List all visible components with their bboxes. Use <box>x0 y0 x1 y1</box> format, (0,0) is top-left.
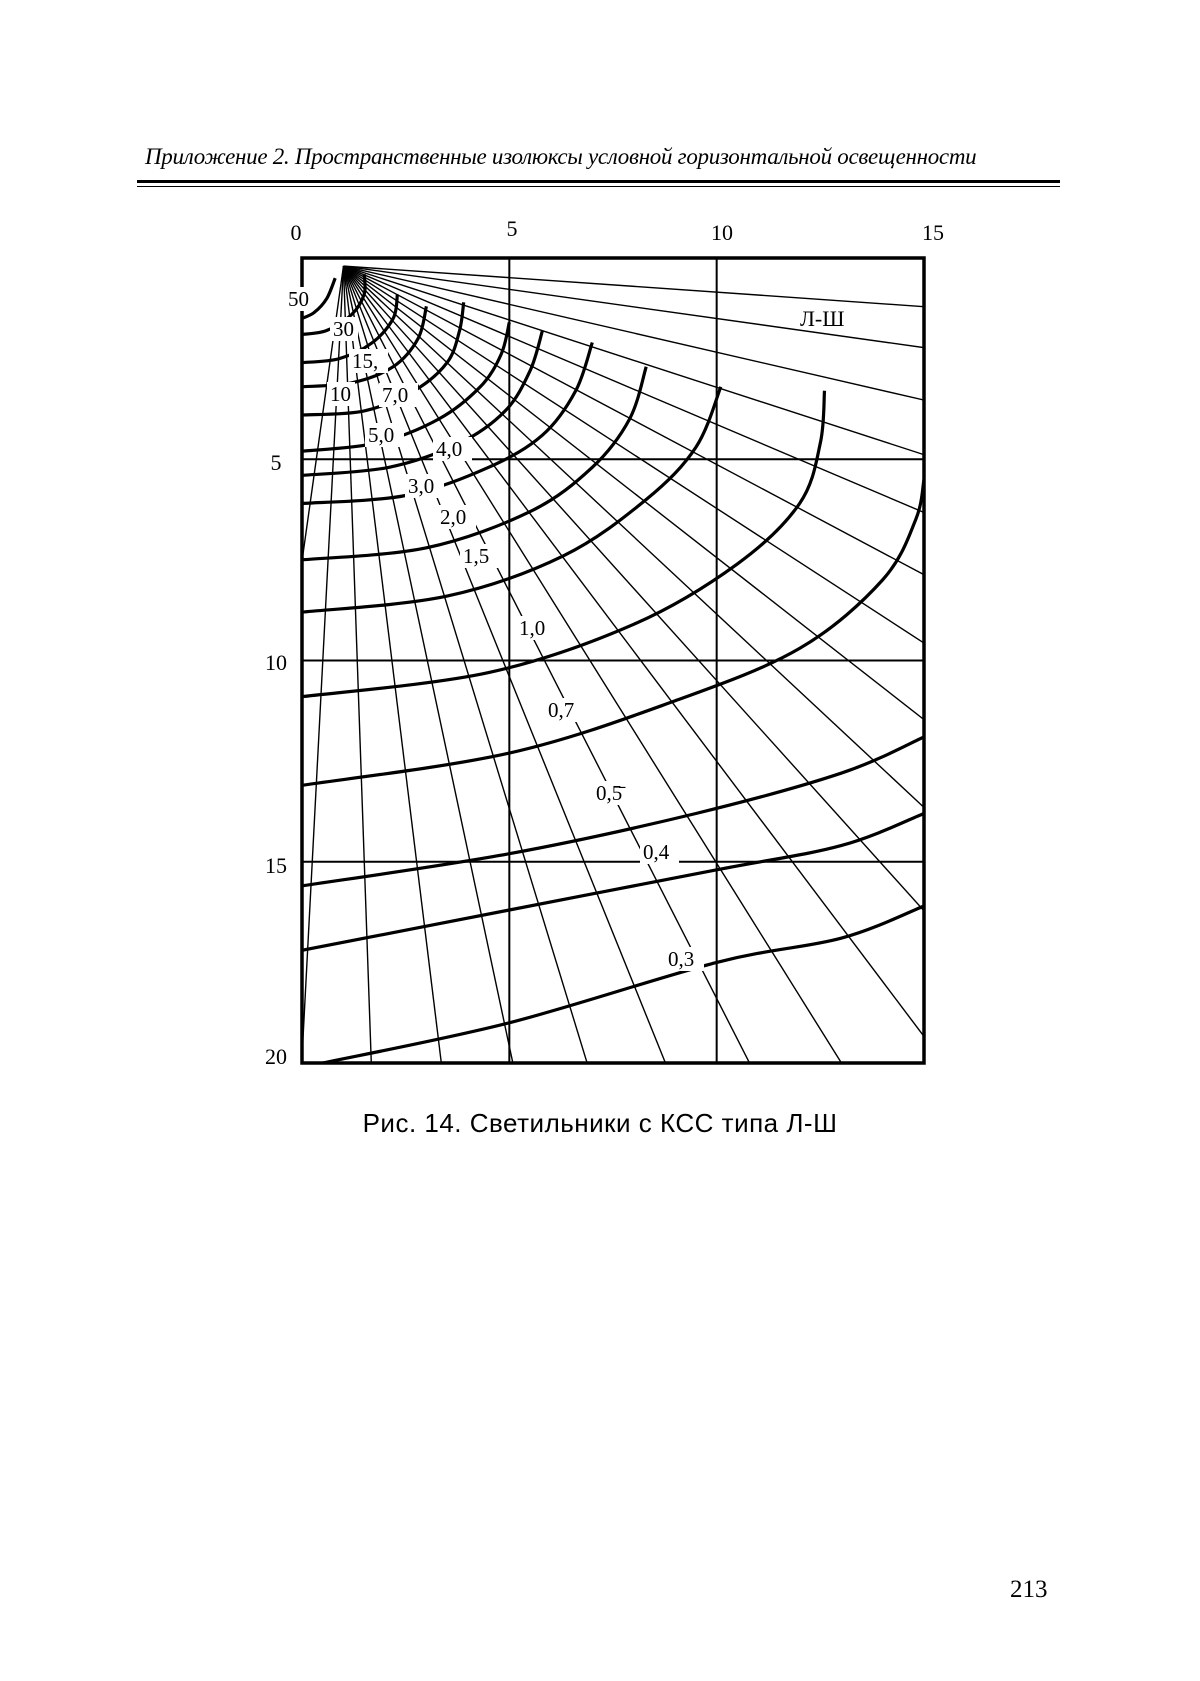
x-tick-label-0: 0 <box>290 220 302 245</box>
isolux-label-13: 0,4 <box>643 840 670 864</box>
isolux-label-4: 7,0 <box>382 383 409 407</box>
luminaire-type-label: Л-Ш <box>800 306 845 331</box>
isolux-label-1: 30 <box>333 317 354 341</box>
isolux-curve-12 <box>302 737 924 886</box>
isolux-label-2: 15, <box>352 349 379 373</box>
x-tick-label-2: 10 <box>711 220 733 245</box>
isolux-label-11: 0,7 <box>548 698 575 722</box>
isolux-label-6: 4,0 <box>436 437 463 461</box>
isolux-label-12: 0,5̄ <box>596 781 623 805</box>
ray-7 <box>343 266 1200 1251</box>
y-tick-label-1: 10 <box>265 650 287 675</box>
y-tick-label-2: 15 <box>265 853 287 878</box>
page-number: 213 <box>1010 1576 1048 1603</box>
isolux-label-3: 10 <box>330 382 351 406</box>
figure-caption: Рис. 14. Светильники с КСС типа Л-Ш <box>362 1108 838 1138</box>
ray-5 <box>343 266 1200 1017</box>
ray-4 <box>343 266 1200 891</box>
isolux-label-5: 5,0 <box>368 423 395 447</box>
isolux-label-8: 2,0 <box>440 505 467 529</box>
isolux-label-14: 0,3 <box>668 947 695 971</box>
y-tick-label-0: 5 <box>270 450 282 475</box>
isolux-label-0: 50 <box>288 287 309 311</box>
isolux-label-9: 1,5 <box>463 544 490 568</box>
running-title: Приложение 2. Пространственные изолюксы условной горизонтальной освещенности <box>145 144 977 169</box>
ray-0 <box>343 266 1200 378</box>
isolux-curve-7 <box>302 343 592 504</box>
x-tick-label-1: 5 <box>506 216 518 241</box>
isolux-label-10: 1,0 <box>519 616 546 640</box>
x-tick-label-3: 15 <box>922 220 944 245</box>
ray-layer <box>121 266 1200 1681</box>
y-tick-label-3: 20 <box>265 1044 287 1069</box>
isolux-label-7: 3,0 <box>408 474 435 498</box>
ray-12 <box>343 266 1069 1681</box>
ray-17 <box>343 266 399 1681</box>
ray-11 <box>343 266 1191 1623</box>
ray-8 <box>343 266 1200 1357</box>
ray-19 <box>121 266 344 1681</box>
